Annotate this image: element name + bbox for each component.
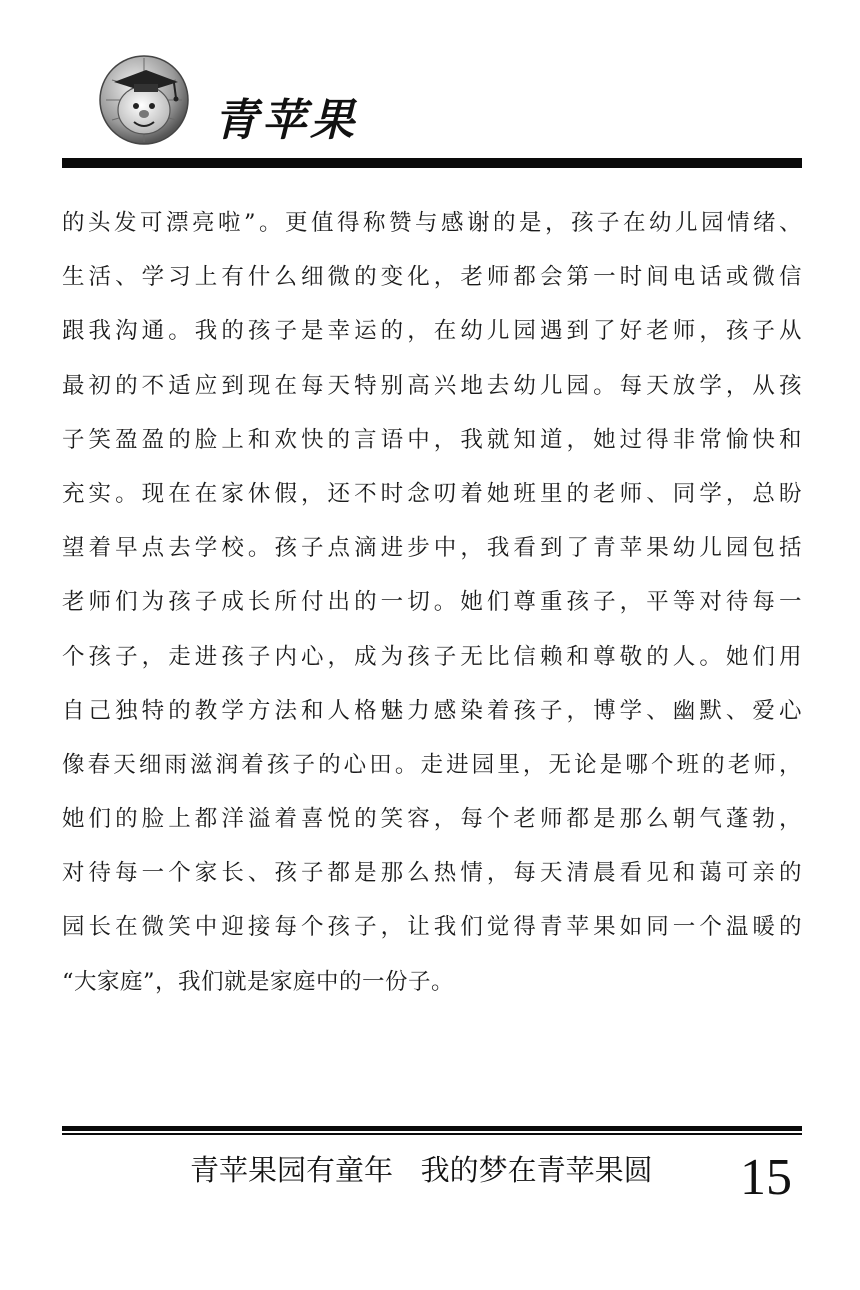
body-line: 自己独特的教学方法和人格魅力感染着孩子，博学、幽默、爱心 bbox=[62, 697, 802, 724]
footer-divider bbox=[62, 1126, 802, 1136]
body-line: 她们的脸上都洋溢着喜悦的笑容，每个老师都是那么朝气蓬勃， bbox=[62, 806, 802, 833]
body-line: 老师们为孩子成长所付出的一切。她们尊重孩子，平等对待每一 bbox=[62, 589, 802, 616]
header-divider bbox=[62, 158, 802, 168]
body-line: 子笑盈盈的脸上和欢快的言语中，我就知道，她过得非常愉快和 bbox=[62, 426, 802, 453]
page-number: 15 bbox=[740, 1149, 792, 1206]
body-line: 生活、学习上有什么细微的变化，老师都会第一时间电话或微信 bbox=[62, 264, 802, 291]
body-line: 望着早点去学校。孩子点滴进步中，我看到了青苹果幼儿园包括 bbox=[62, 535, 802, 562]
article-body bbox=[62, 196, 802, 1009]
body-line: 个孩子，走进孩子内心，成为孩子无比信赖和尊敬的人。她们用 bbox=[62, 643, 802, 670]
apple-mascot-with-graduation-cap-icon bbox=[98, 54, 190, 146]
footer-slogan: 青苹果园有童年 我的梦在青苹果圆 bbox=[190, 1153, 653, 1187]
body-line: 像春天细雨滋润着孩子的心田。走进园里，无论是哪个班的老师， bbox=[62, 751, 802, 778]
brand-title: 青苹果 bbox=[214, 95, 358, 146]
page-header bbox=[0, 0, 860, 170]
body-line: 的头发可漂亮啦”。更值得称赞与感谢的是，孩子在幼儿园情绪、 bbox=[62, 210, 802, 236]
body-line: 跟我沟通。我的孩子是幸运的，在幼儿园遇到了好老师，孩子从 bbox=[62, 318, 802, 345]
body-line: 对待每一个家长、孩子都是那么热情，每天清晨看见和蔼可亲的 bbox=[62, 860, 802, 887]
body-line: “大家庭”，我们就是家庭中的一份子。 bbox=[62, 968, 455, 995]
body-line: 园长在微笑中迎接每个孩子，让我们觉得青苹果如同一个温暖的 bbox=[62, 914, 802, 941]
body-line: 最初的不适应到现在每天特别高兴地去幼儿园。每天放学，从孩 bbox=[62, 372, 802, 399]
body-line: 充实。现在在家休假，还不时念叨着她班里的老师、同学，总盼 bbox=[62, 480, 802, 507]
footer-divider-thin bbox=[62, 1133, 802, 1135]
footer-divider-thick bbox=[62, 1126, 802, 1131]
